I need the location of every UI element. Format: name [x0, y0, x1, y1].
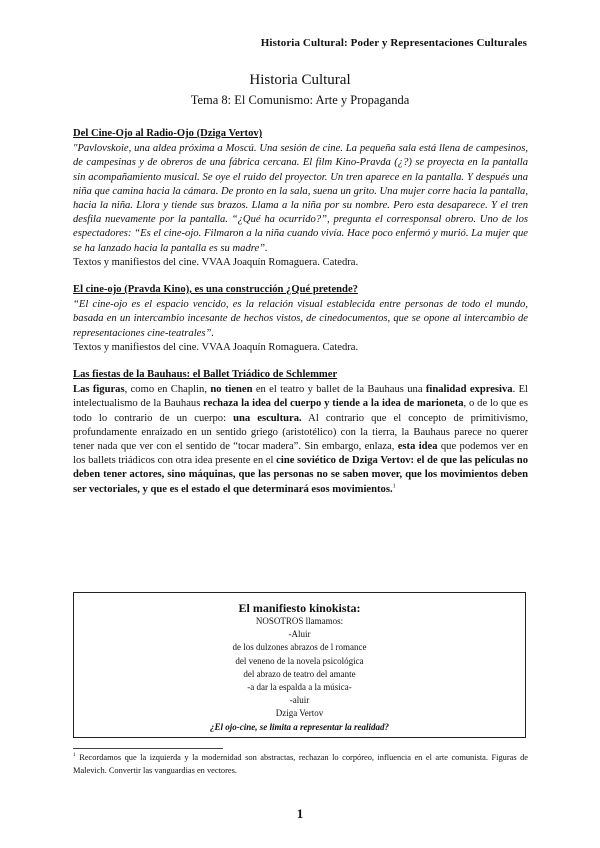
manifesto-line: NOSOTROS llamamos: [255, 616, 344, 626]
run-5: . El intelectualismo de la Bauhaus [73, 384, 528, 410]
document-title: Historia Cultural [249, 72, 351, 88]
footnote [73, 752, 528, 777]
run-7: , o de lo que es todo lo contrario de un cuerpo: [73, 398, 528, 424]
run-11: que podemos ver en los ballets triádicos con otra idea presente en el [73, 441, 528, 467]
manifesto-line: de los dulzones abrazos de l romance [232, 642, 367, 653]
running-header: Historia Cultural: Poder y Representaciones Culturales [260, 37, 527, 49]
manifesto-title: El manifiesto kinokista: [238, 601, 361, 615]
section-source: Textos y manifiestos del cine. VVAA Joaquín Romaguera. Catedra. [73, 256, 359, 268]
run-1: , como en Chaplin, [124, 384, 211, 396]
manifesto-author: Dziga Vertov [275, 708, 324, 719]
manifesto-box [73, 592, 526, 738]
section-heading: Las fiestas de la Bauhaus: el Ballet Triádico de Schlemmer [73, 369, 338, 381]
bauhaus-paragraph [73, 383, 528, 497]
section-source: Textos y manifiestos del cine. VVAA Joaquín Romaguera. Catedra. [73, 341, 359, 353]
section-cine-ojo-radio-ojo [73, 127, 528, 270]
document-subtitle: Tema 8: El Comunismo: Arte y Propaganda [190, 93, 410, 107]
manifesto-line: -a dar la espalda a la música- [247, 682, 352, 693]
manifesto-line: del veneno de la novela psicológica [235, 655, 364, 666]
footnote-text: Recordamos que la izquierda y la modernidad son abstractas, rechazan lo corpóreo, influencia en el arte comunista. Figuras de Malevich. Convertir las vanguardias en vectores. [73, 753, 528, 775]
footnote-marker: 1 [73, 752, 76, 759]
manifesto-line: -Aluir [288, 629, 311, 640]
section-quote: "Pavlovskoie, una aldea próxima a Moscú. Una sesión de cine. La pequeña sala está llena de campesinos, de campesinas y de obreros de una fábrica cercana. El film Kino-Pravda (¿?) se proyecta en la pantalla sin acompañamiento musical. Se oye el ruido del proyector. Un tren aparece en la pantalla. Y después una niña que camina hacia la cámara. De pronto en la sala, suena un grito. Una mujer corre hacia la pantalla, hacia la niña. Llora y tiende sus brazos. Llama a la niña por su nombre. Pero esta desaparece. Y el tren desfila nuevamente por la pantalla. “¿Qué ha ocurrido?”, pregunta el corresponsal obrero. Uno de los espectadores: “Es el cine-ojo. Filmaron a la niña cuando vivía. Hace poco enfermó y murió. La mujer que se ha lanzado hacia la pantalla es su madre”. [73, 143, 528, 254]
manifesto-question: ¿El ojo-cine, se limita a representar la realidad? [210, 721, 389, 732]
run-12: cine soviético de Dziga Vertov: el de que las películas no deben tener actores, sino máquinas, que las personas no se saben mover, que los movimientos deben ser vectoriales, y que es el estado el que determinará esos movimientos. [73, 455, 528, 495]
section-quote: “El cine-ojo es el espacio vencido, es la relación visual establecida entre personas de todo el mundo, basada en un intercambio incesante de hechos vistos, de cinedocumentos, que se opone al intercambio de representaciones cine-teatrales”. [73, 299, 528, 339]
run-9: Al contrario que el concepto de primitivismo, profundamente enraizado en un sentido griego (aristotélico) con la tierra, la Bauhaus parece no querer tener nada que ver con el sentido de “tocar madera”. Sin embargo, enlaza, [73, 412, 528, 453]
run-3: en el teatro y ballet de la Bauhaus una [252, 384, 426, 396]
manifesto-line: -aluir [289, 695, 310, 706]
run-6: rechaza la idea del cuerpo y tiende a la idea de marioneta [203, 398, 464, 410]
run-0: Las figuras [73, 384, 125, 396]
manifesto-line: del abrazo de teatro del amante [243, 668, 356, 679]
footnote-divider [73, 748, 223, 749]
run-2: no tienen [210, 384, 253, 396]
page-number: 1 [296, 806, 304, 821]
section-bauhaus [73, 368, 528, 497]
footnote-ref[interactable]: 1 [392, 483, 396, 490]
section-cine-ojo-pravda-kino [73, 283, 528, 355]
main-content [73, 127, 528, 510]
section-heading: Del Cine-Ojo al Radio-Ojo (Dziga Vertov) [73, 128, 263, 139]
run-4: finalidad expresiva [425, 384, 513, 396]
section-heading: El cine-ojo (Pravda Kino), es una construcción ¿Qué pretende? [73, 284, 358, 296]
run-10: esta idea [397, 441, 438, 453]
run-8: una escultura. [233, 412, 302, 424]
